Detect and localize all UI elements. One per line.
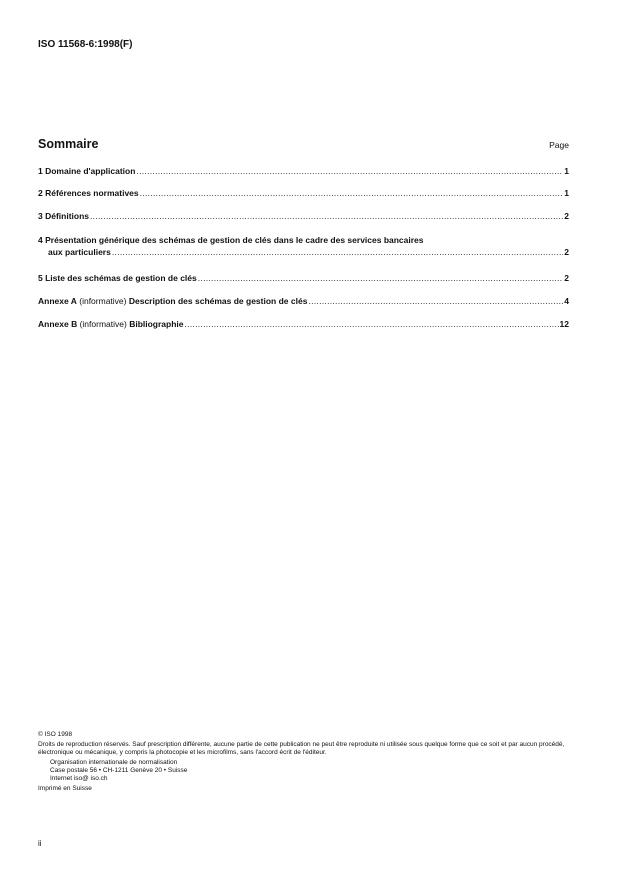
page-number: ii [38, 839, 42, 848]
toc-entry-annex-b[interactable] [38, 318, 569, 330]
leader-dots [112, 246, 563, 258]
toc-title: Sommaire [38, 137, 99, 151]
leader-dots [90, 210, 563, 222]
annex-note: (informative) [77, 319, 130, 329]
leader-dots [140, 187, 564, 199]
copyright-line: © ISO 1998 [38, 731, 73, 738]
toc-page-label: Page [549, 140, 569, 150]
printed-in: Imprimé en Suisse [38, 785, 92, 792]
toc-entry-5[interactable] [38, 272, 569, 284]
toc-entry-2[interactable] [38, 187, 569, 199]
leader-dots [185, 318, 559, 330]
toc-entry-page: 4 [564, 296, 569, 306]
toc-entry-1[interactable] [38, 165, 569, 177]
toc-entry-title: 4 Présentation générique des schémas de gestion de clés dans le cadre des services bancaires [38, 235, 424, 245]
leader-dots [308, 295, 563, 307]
toc-entry-page: 2 [564, 273, 569, 283]
toc-entry-title: 3 Définitions [38, 211, 90, 221]
toc-entry-3[interactable] [38, 210, 569, 222]
org-address: Case postale 56 • CH-1211 Genève 20 • Suisse [50, 767, 188, 774]
toc-entry-page: 1 [564, 166, 569, 176]
toc-entry-title: 1 Domaine d'application [38, 166, 136, 176]
toc-entry-title: Description des schémas de gestion de clés [128, 296, 308, 306]
toc-entry-title-continued: aux particuliers [48, 247, 111, 257]
leader-dots [198, 272, 564, 284]
toc-entry-4[interactable] [38, 234, 569, 258]
annex-note: (informative) [76, 296, 129, 306]
toc-entry-title: 2 Références normatives [38, 188, 139, 198]
leader-dots [136, 165, 563, 177]
toc-entry-annex-a[interactable] [38, 295, 569, 307]
toc-entry-page: 2 [564, 211, 569, 221]
rights-notice: Droits de reproduction réservés. Sauf prescription différente, aucune partie de cette publication ne peut être reproduite ni utilisée sous quelque forme que ce soit et par aucun procédé, électronique ou mécanique, y compris la photocopie et les microfilms, sans l'accord écrit de l'éditeur. [38, 741, 565, 756]
copyright-block [38, 731, 578, 793]
annex-prefix: Annexe B [38, 319, 78, 329]
toc-entry-title: Bibliographie [129, 319, 184, 329]
toc-entry-page: 12 [559, 319, 569, 329]
toc-entry-page: 2 [564, 247, 569, 257]
org-internet: Internet iso@ iso.ch [50, 775, 108, 782]
org-name: Organisation internationale de normalisation [50, 759, 178, 766]
annex-prefix: Annexe A [38, 296, 77, 306]
toc-entry-title: 5 Liste des schémas de gestion de clés [38, 273, 197, 283]
document-id-header: ISO 11568-6:1998(F) [38, 39, 133, 50]
toc-entry-page: 1 [564, 188, 569, 198]
